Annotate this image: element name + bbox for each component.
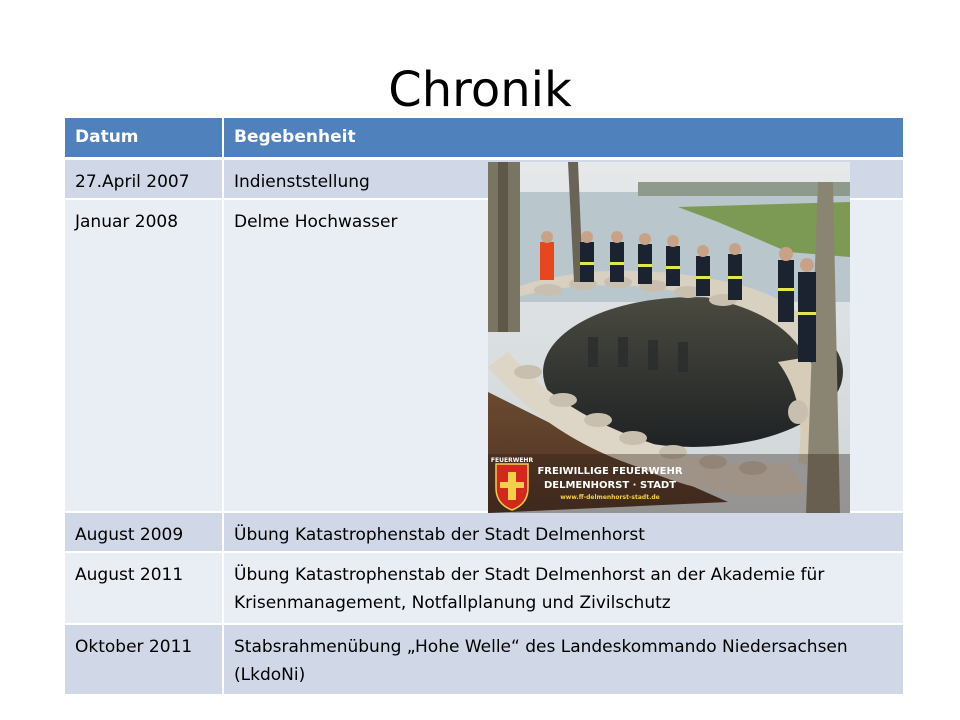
header-begebenheit: Begebenheit — [223, 118, 903, 158]
logo-line2: DELMENHORST · STADT — [543, 480, 677, 491]
table-header-row — [65, 118, 903, 158]
row-date: August 2009 — [65, 512, 223, 552]
row-event: Indienststellung — [223, 158, 903, 199]
table-row — [65, 624, 903, 695]
flood-photo — [488, 162, 850, 513]
badge-text: FEUERWEHR — [490, 457, 534, 464]
slide-title: Chronik — [388, 62, 572, 118]
row-event: Übung Katastrophenstab der Stadt Delmenhorst — [223, 512, 903, 552]
logo-url: www.ff-delmenhorst-stadt.de — [560, 494, 660, 501]
row-date: Januar 2008 — [65, 199, 223, 512]
row-event: Stabsrahmenübung „Hohe Welle“ des Landeskommando Niedersachsen (LkdoNi) — [223, 624, 903, 695]
row-date: Oktober 2011 — [65, 624, 223, 695]
header-datum: Datum — [65, 118, 223, 158]
row-event: Delme Hochwasser — [223, 199, 903, 512]
logo-line1: FREIWILLIGE FEUERWEHR — [537, 466, 683, 477]
table-row — [65, 552, 903, 624]
row-date: 27.April 2007 — [65, 158, 223, 199]
row-date: August 2011 — [65, 552, 223, 624]
table-row — [65, 512, 903, 552]
row-event: Übung Katastrophenstab der Stadt Delmenhorst an der Akademie für Krisenmanagement, Notfallplanung und Zivilschutz — [223, 552, 903, 624]
feuerwehr-badge-icon — [496, 464, 528, 510]
